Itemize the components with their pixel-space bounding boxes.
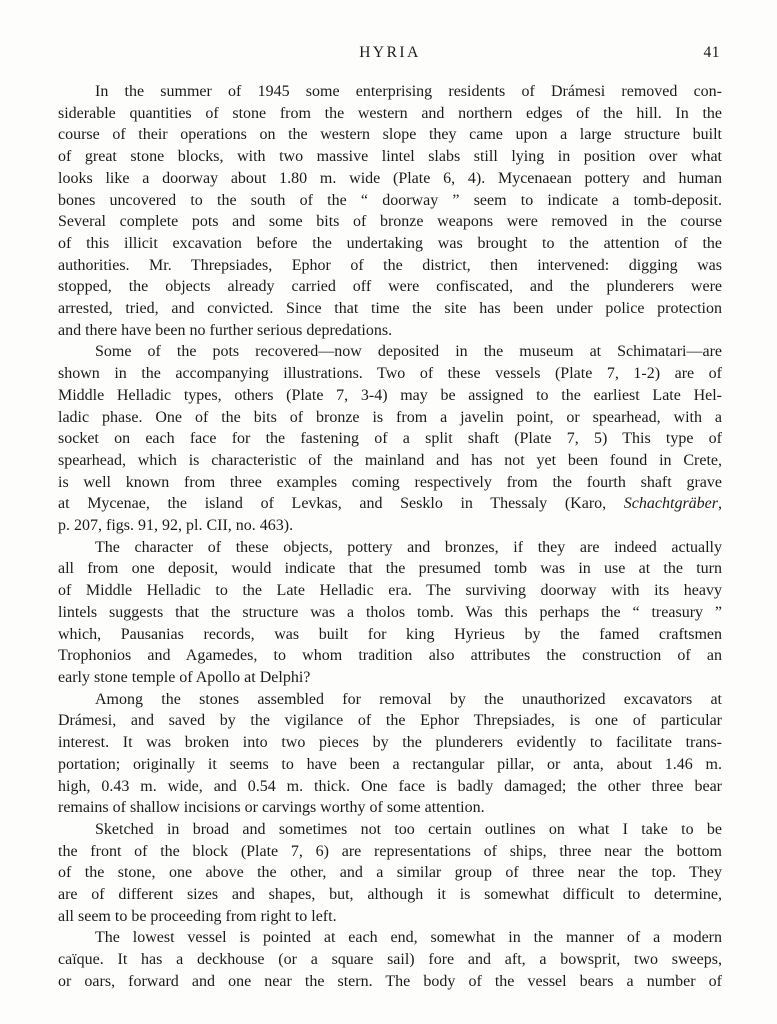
book-title-italic: Schachtgräber bbox=[623, 495, 718, 513]
text-line: of Middle Helladic to the Late Helladic era. The surviving doorway with its heavy bbox=[58, 582, 722, 600]
text-line: Drámesi, and saved by the vigilance of the Ephor Threpsiades, is one of particular bbox=[58, 712, 722, 730]
text-line: Among the stones assembled for removal by the unauthorized excavators at bbox=[95, 690, 722, 708]
text-line: and there have been no further serious depredations. bbox=[58, 321, 393, 339]
text-line: socket on each face for the fastening of a split shaft (Plate 7, 5) This type of bbox=[58, 430, 722, 448]
text-line: of the stone, one above the other, and a similar group of three near the top. They bbox=[58, 864, 722, 882]
text-line: stopped, the objects already carried off were confiscated, and the plunderers were bbox=[58, 278, 722, 296]
text-line: caïque. It has a deckhouse (or a square sail) fore and aft, a bowsprit, two sweeps, bbox=[58, 951, 722, 969]
text-line: Trophonios and Agamedes, to whom tradition also attributes the construction of an bbox=[58, 647, 722, 665]
text-line: p. 207, figs. 91, 92, pl. CII, no. 463). bbox=[58, 517, 294, 535]
text-line: portation; originally it seems to have been a rectangular pillar, or anta, about 1.46 m. bbox=[58, 755, 722, 773]
page-number: 41 bbox=[703, 44, 720, 61]
text-line: are of different sizes and shapes, but, although it is somewhat difficult to determine, bbox=[58, 886, 722, 904]
text-line: all from one deposit, would indicate that the presumed tomb was in use at the turn bbox=[58, 560, 722, 578]
text-line: bones uncovered to the south of the “ doorway ” seem to indicate a tomb-deposit. bbox=[58, 191, 722, 209]
text-line: remains of shallow incisions or carvings worthy of some attention. bbox=[58, 799, 485, 817]
text-line: The lowest vessel is pointed at each end, somewhat in the manner of a modern bbox=[95, 929, 722, 947]
citation-text: , bbox=[718, 495, 722, 513]
text-line: early stone temple of Apollo at Delphi? bbox=[58, 668, 311, 686]
running-head-title: HYRIA bbox=[359, 44, 421, 61]
text-line: Some of the pots recovered—now deposited in the museum at Schimatari—are bbox=[95, 343, 722, 361]
text-line: high, 0.43 m. wide, and 0.54 m. thick. One face is badly damaged; the other three bear bbox=[58, 777, 722, 795]
text-line: lintels suggests that the structure was a tholos tomb. Was this perhaps the “ treasury ” bbox=[58, 603, 722, 621]
text-line: which, Pausanias records, was built for king Hyrieus by the famed craftsmen bbox=[58, 625, 722, 643]
text-line: In the summer of 1945 some enterprising residents of Drámesi removed con- bbox=[95, 83, 722, 100]
text-line: Middle Helladic types, others (Plate 7, 3-4) may be assigned to the earliest Late Hel- bbox=[58, 386, 722, 404]
text-line: is well known from three examples coming respectively from the fourth shaft grave bbox=[58, 473, 722, 491]
text-line: looks like a doorway about 1.80 m. wide (Plate 6, 4). Mycenaean pottery and human bbox=[58, 169, 722, 187]
paragraph-6 bbox=[58, 927, 722, 992]
citation-text: at Mycenae, the island of Levkas, and Sesklo in Thessaly (Karo, bbox=[58, 495, 624, 513]
text-line: all seem to be proceeding from right to left. bbox=[58, 907, 337, 925]
text-line: Sketched in broad and sometimes not too certain outlines on what I take to be bbox=[95, 820, 722, 838]
paragraph-5 bbox=[58, 819, 722, 928]
text-line: The character of these objects, pottery and bronzes, if they are indeed actually bbox=[95, 538, 722, 556]
text-line: the front of the block (Plate 7, 6) are representations of ships, three near the bottom bbox=[58, 842, 722, 860]
text-line: spearhead, which is characteristic of the mainland and has not yet been found in Crete, bbox=[58, 451, 722, 469]
page-header bbox=[58, 44, 722, 64]
paragraph-4 bbox=[58, 689, 722, 819]
paragraph-3 bbox=[58, 537, 722, 689]
text-line-citation bbox=[58, 493, 722, 515]
text-line: arrested, tried, and convicted. Since that time the site has been under police protection bbox=[58, 300, 722, 318]
text-line: of great stone blocks, with two massive lintel slabs still lying in position over what bbox=[58, 148, 722, 166]
text-line: of this illicit excavation before the undertaking was brought to the attention of the bbox=[58, 234, 722, 252]
paragraph-2 bbox=[58, 341, 722, 536]
text-line: ladic phase. One of the bits of bronze is from a javelin point, or spearhead, with a bbox=[58, 408, 722, 426]
text-line: authorities. Mr. Threpsiades, Ephor of the district, then intervened: digging was bbox=[58, 256, 722, 274]
text-line: interest. It was broken into two pieces by the plunderers evidently to facilitate trans- bbox=[58, 734, 722, 752]
text-line: Several complete pots and some bits of bronze weapons were removed in the course bbox=[58, 213, 722, 231]
text-line: course of their operations on the western slope they came upon a large structure built bbox=[58, 126, 722, 144]
text-line: shown in the accompanying illustrations. Two of these vessels (Plate 7, 1-2) are of bbox=[58, 365, 722, 383]
body-text bbox=[58, 81, 722, 993]
paragraph-1 bbox=[58, 81, 722, 341]
text-line: or oars, forward and one near the stern. The body of the vessel bears a number of bbox=[58, 972, 722, 990]
text-line: siderable quantities of stone from the western and northern edges of the hill. In the bbox=[58, 104, 722, 122]
